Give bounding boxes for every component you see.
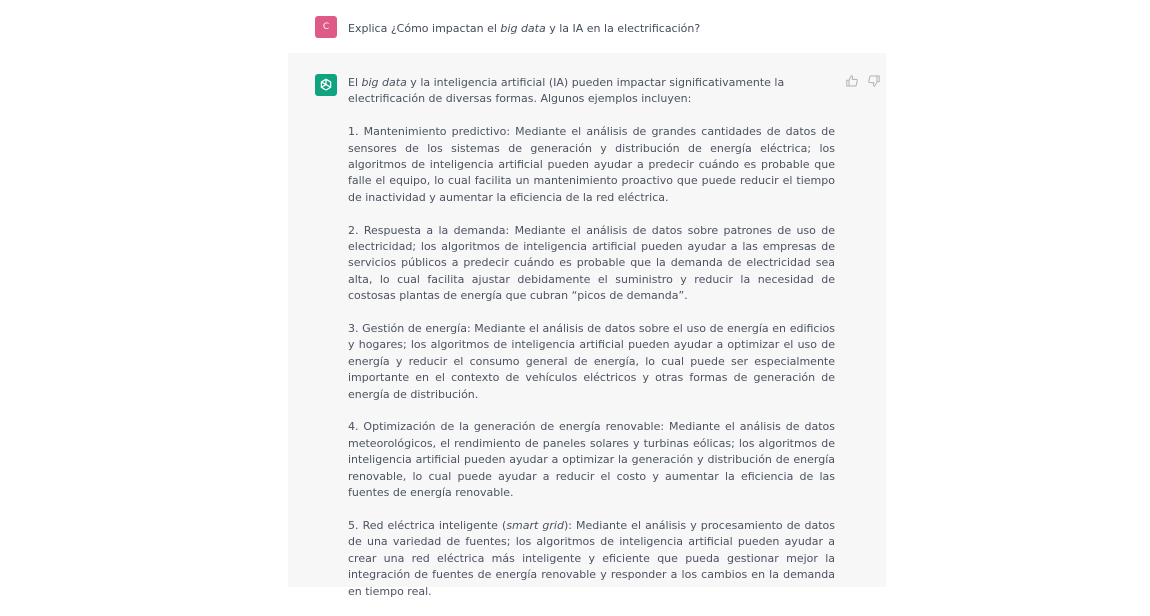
thumbs-down-icon[interactable]: [867, 74, 881, 88]
answer-intro-suffix: y la inteligencia artificial (IA) pueden impactar significativamente la electrificación de diversas formas. Algunos ejemplos incluyen:: [348, 76, 785, 106]
assistant-message-row: [288, 53, 886, 598]
user-question: [348, 22, 700, 35]
answer-point-1: 1. Mantenimiento predictivo: Mediante el análisis de grandes cantidades de datos de sensores de los sistemas de generación y distribución de energía eléctrica; los algoritmos de inteligencia artificial pueden ayudar a predecir cuándo es probable que falle el equipo, lo cual facilita un mantenimiento proactivo que puede reducir el tiempo de inactividad y aumentar la eficiencia de la red eléctrica.: [348, 125, 835, 204]
answer-point-5: [348, 518, 835, 600]
answer-point-5-prefix: 5. Red eléctrica inteligente (: [348, 518, 507, 532]
answer-point-3: 3. Gestión de energía: Mediante el análisis de datos sobre el uso de energía en edificios y hogares; los algoritmos de inteligencia artificial pueden ayudar a optimizar el uso de energía y reducir el consumo general de energía, lo cual puede ser especialmente importante en el contexto de vehículos eléctricos y otras formas de generación de energía de distribución.: [348, 322, 835, 401]
assistant-answer: [348, 75, 835, 616]
user-message-row: [288, 0, 886, 53]
answer-point-2: 2. Respuesta a la demanda: Mediante el análisis de datos sobre patrones de uso de electricidad; los algoritmos de inteligencia artificial pueden ayudar a las empresas de servicios públicos a predecir cuándo es probable que la demanda de electricidad sea alta, lo cual facilita ajustar debidamente el suministro y reducir la necesidad de costosas plantas de energía que cubran “picos de demanda”.: [348, 223, 835, 303]
feedback-buttons: [845, 74, 881, 88]
answer-intro: [348, 75, 835, 108]
openai-logo-svg: [318, 77, 334, 93]
user-avatar: C: [315, 16, 337, 38]
answer-point-5-suffix: ): Mediante el análisis y procesamiento de datos de una variedad de fuentes; los algoritmos de inteligencia artificial pueden ayudar a crear una red eléctrica más inteligente y eficiente que pueda gestionar mejor la integración de fuentes de energía renovable y responder a los cambios en la demanda en tiempo real.: [348, 518, 836, 598]
answer-point-5-italic: smart grid: [506, 518, 564, 532]
answer-intro-prefix: El: [348, 76, 362, 89]
answer-point-4: 4. Optimización de la generación de energía renovable: Mediante el análisis de datos meteorológicos, el rendimiento de paneles solares y turbinas eólicas; los algoritmos de inteligencia artificial pueden ayudar a optimizar la generación y distribución de energía renovable, lo cual puede ayudar a reducir el costo y aumentar la eficiencia de las fuentes de energía renovable.: [348, 420, 835, 500]
answer-intro-italic: big data: [361, 76, 407, 89]
user-question-prefix: Explica ¿Cómo impactan el: [348, 22, 501, 35]
thumbs-up-icon[interactable]: [845, 74, 859, 88]
user-question-italic: big data: [500, 22, 546, 35]
openai-logo-icon: [315, 74, 337, 96]
user-question-suffix: y la IA en la electrificación?: [545, 22, 701, 35]
